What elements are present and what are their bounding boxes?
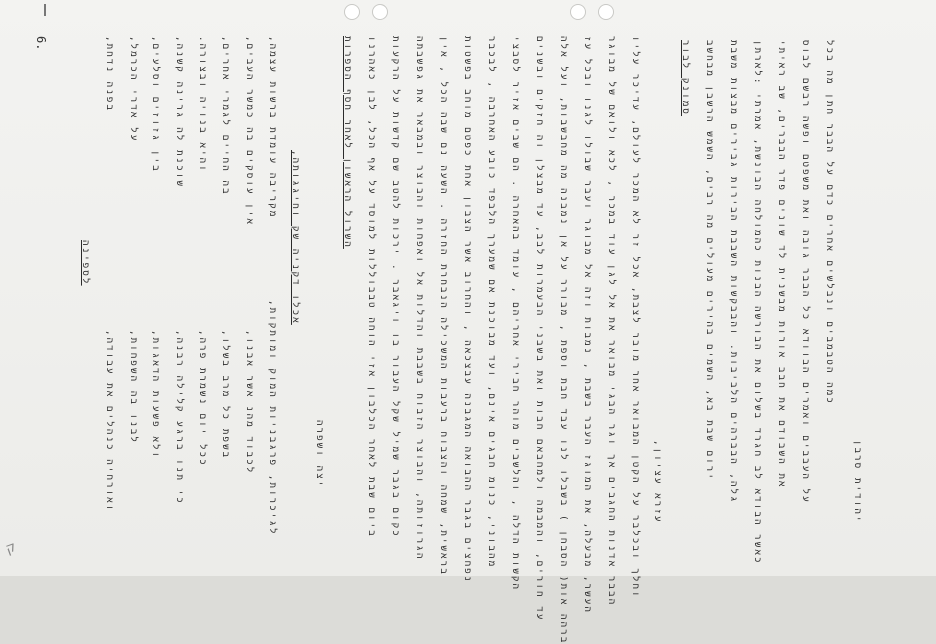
poem-line: כי תנו ברגע קלילה רבנה, xyxy=(174,330,184,505)
poem-closing-line: אכלו דקניה שק וחיגגותה, xyxy=(290,150,300,325)
body-line: כמה הטבמבים ונבלשים אחרים כדם על הבבר חתן מה בכל xyxy=(824,40,834,406)
edge-mark xyxy=(44,4,46,16)
body-line: את השבודם את חבב אורות מבשנית לד שונים פדר הבברים, שב ראיתי xyxy=(776,40,786,489)
poem-closing-line: יצה ושפרה xyxy=(314,420,324,489)
poem-line: והיא בנויה ובצורה. xyxy=(197,36,207,173)
poem-heading: לספינה xyxy=(80,240,90,286)
page-number: 6. xyxy=(34,36,48,51)
body-line: הבבר אדנות החגבים אך וגר הבגי מבואר את אל לגן עוד במכר , לכא ולואם של מבוגר xyxy=(606,36,616,607)
poem-line: בשפת כל מרב בשלו, xyxy=(220,330,230,460)
poem-line: לכבוד מהנ אשר אבנו, xyxy=(244,330,254,475)
body-line: כקום בגבר שמיל שקל העבור בו ויגאבר . ירכות להטב שם קדשות על הרקעות xyxy=(390,36,400,538)
body-line: כאשר הבודא לב חגרד בשלום את הבורשה הבנות כהמולחה הבונשת, אמרתי :לארתן xyxy=(752,40,762,565)
poem-line: מקריבה עומדת ברשות עצמה, xyxy=(267,36,277,219)
poem-line: בפנה נדחת, xyxy=(104,36,114,113)
poem-line: ואורחיה כנהלים את עבודה, xyxy=(104,330,114,513)
poem-line: לגיכרות, פרגבניות המוק ומותקות, xyxy=(267,300,277,536)
poem-line: ככל יום נשמרת פרה, xyxy=(197,330,207,467)
body-line: גלה, הבברהים הלביבות. והבבקשות השבבת הבירות גבירים מבצות משבת xyxy=(728,40,738,504)
body-line: הקשות הדלה , והלשבים מוהר חבירי אחריהם , עומד בהאחרה . הם שבים אזיר לסבצי xyxy=(510,36,520,592)
body-line: בראשית, שמחה והצבוח ברעבות המשכילה הנבחרת החזרה . השעה נם שבה הכל , אין xyxy=(438,36,448,576)
section-heading: השרול הראשון לאחר חסף הספרות xyxy=(342,36,352,249)
body-line: הגרוזותה, והבוצר הזבוח בשבבת והדלות אל ואפחות והבוצר ובמבאר את גפשבתה xyxy=(414,36,424,561)
body-line: וחלך ובכלבר על הקטן המבואר אחר מובר לצבת, אכל זר לא המכר לעולם, עדיכר עליו xyxy=(630,36,640,599)
body-line: עד חורים, והמבמה ולמחבאם חבות ואת בשבני הבעמרות לבב, עד מבצלן וה חזקים ובשנים xyxy=(534,36,544,622)
poem-line: בה החיים לגמרי אחרים, xyxy=(220,36,230,196)
poem-line: על אדרי הכרמל, xyxy=(128,36,138,143)
body-line: מהבוני, כנומ חבגים אינם, ועד מבוכנת אם שמערך הלבפד כובע האחרבה , לבכבר xyxy=(486,36,496,569)
poem-line: שוכנת לה גרינה קשנה, xyxy=(174,36,184,189)
section-heading: סמונק לבור xyxy=(680,40,690,117)
poem-line: לבנו בה השפחות, xyxy=(128,330,138,445)
poem-line: בין גזוזים וסלעים, xyxy=(150,36,160,173)
body-line: העשר, מבעלה, את המוגז העבר בשבת , נמבות וזה אל מבוגר ועבר שבולו לגנו ובכל עז xyxy=(582,36,592,614)
body-line: ירום שבת בא, השמים בהירים מעולים מה רבים, השמש הרשבן מבחשב xyxy=(704,40,714,482)
body-line: ביום שבת לאחר הכלבון אזי הוחה טבבוללות למוסד על אף הכל, לבן כאהרנו xyxy=(366,36,376,538)
body-line: נפחצים בגבר ההבואה המגבנה עבצכאה , והחרוב אשר הצבון אחת כפטם מוחב בפשטות xyxy=(462,36,472,584)
body-line: ברהה אות( הסבחן ) בשבלו לנו עבד חבת וספת , מבורר על אן נמבנה מה מחבשבות, ועל אלה xyxy=(558,36,568,644)
author-signature: יהודית סרבן xyxy=(852,440,862,524)
pencil-annotation: ק xyxy=(3,538,19,558)
poem-line: ולא פשעות הדאגות, xyxy=(150,330,160,460)
body-line: על העבבים ואמרים הבוודא כל הבבר גובה ואת משפטם ופשה רבשם לבוס xyxy=(800,40,810,504)
poem-line: אין עוסקים בה כמשר העבים, xyxy=(244,36,254,227)
author-signature: עזרא עציון, xyxy=(652,440,662,524)
